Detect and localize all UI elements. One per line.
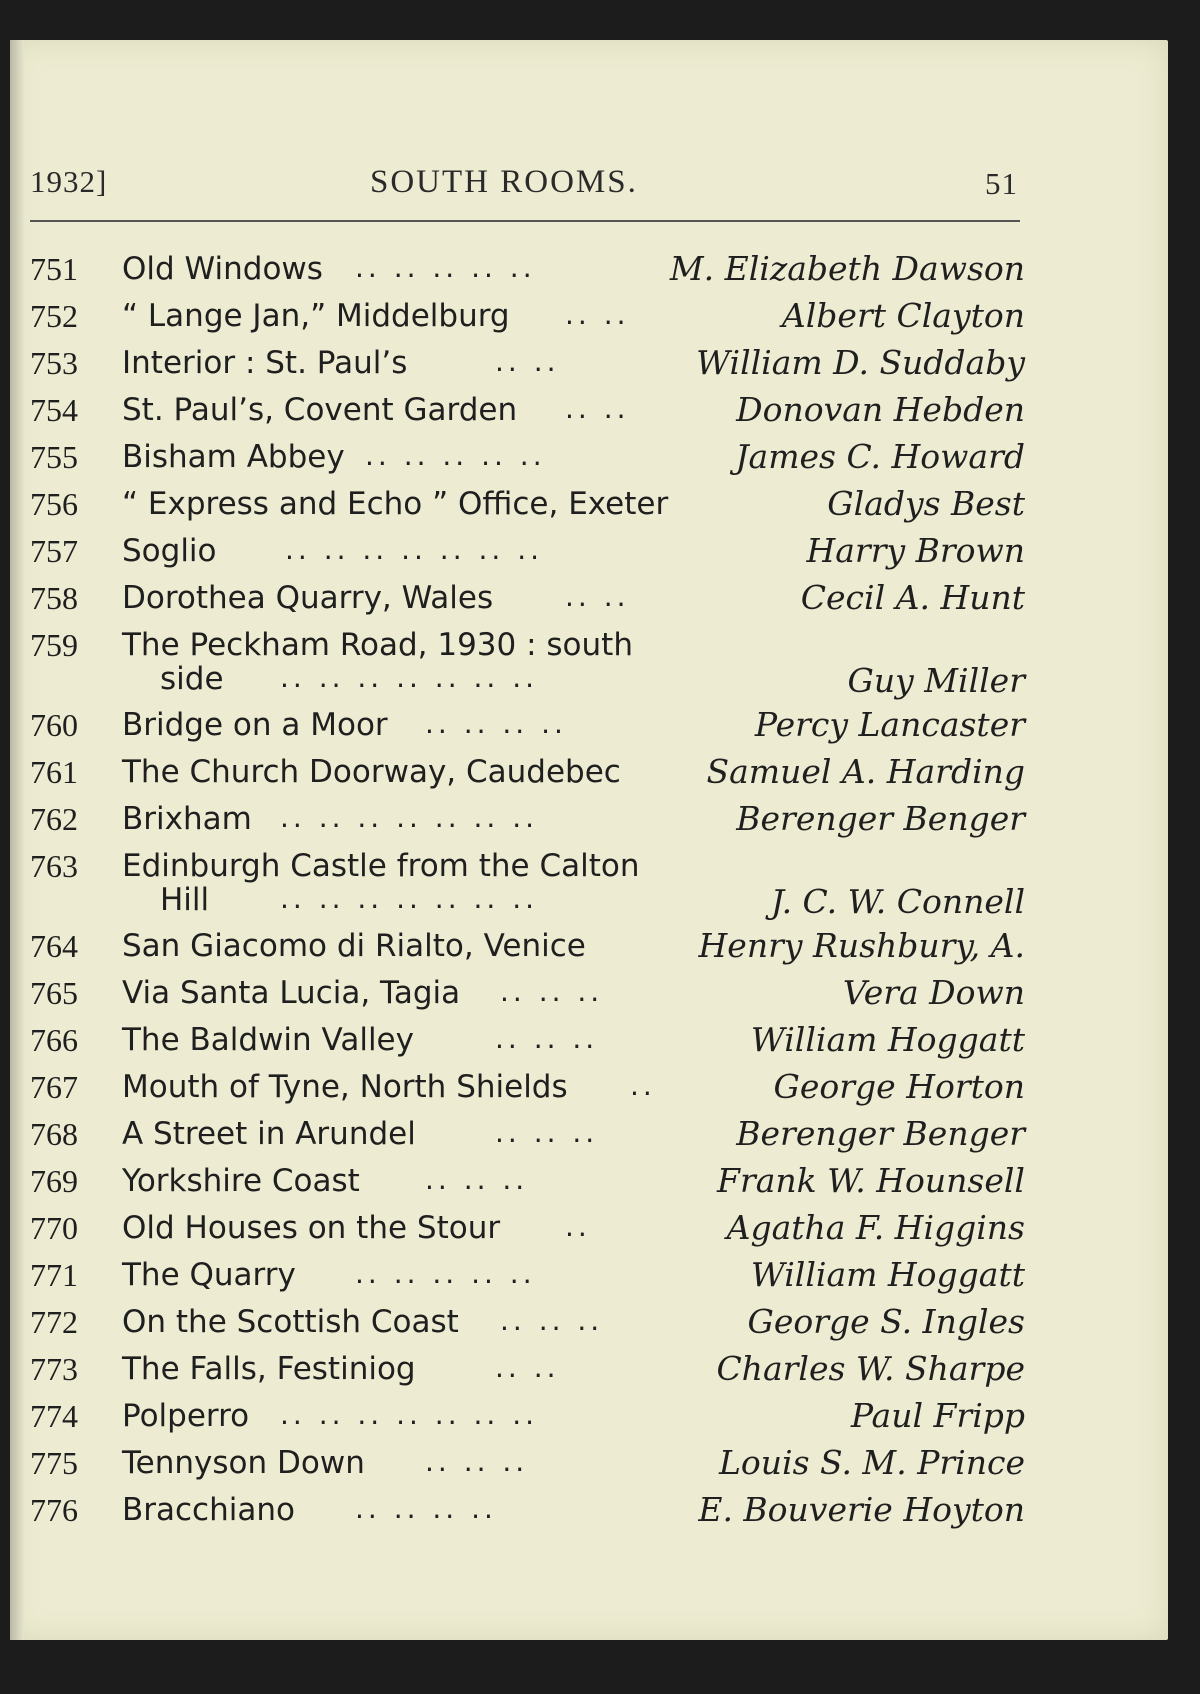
entry-number: 774 [30,1398,78,1434]
leader-dots: .. .. .. .. .. .. .. [285,533,544,566]
entry-number: 759 [30,627,78,663]
entry-title: Edinburgh Castle from the Calton [122,848,640,884]
entry-title: Mouth of Tyne, North Shields [122,1069,568,1105]
entry-title: St. Paul’s, Covent Garden [122,392,518,428]
entry-artist: E. Bouverie Hoyton [698,1490,1025,1529]
entry-title: The Peckham Road, 1930 : south [122,627,633,663]
entry-artist: George S. Ingles [747,1302,1025,1341]
entry-number: 765 [30,975,78,1011]
entry-title: Bracchiano [122,1492,295,1528]
entry-title: The Quarry [122,1257,296,1293]
entry-number: 763 [30,848,78,884]
leader-dots: .. .. .. .. .. [365,439,546,472]
entry-title: The Baldwin Valley [122,1022,414,1058]
entry-title: Old Windows [122,251,323,287]
entry-number: 772 [30,1304,78,1340]
catalogue-entry [30,621,1025,701]
catalogue-entry [30,1110,1025,1157]
entry-title: Yorkshire Coast [122,1163,360,1199]
leader-dots: .. .. [565,298,630,331]
entry-number: 753 [30,345,78,381]
entry-artist: Gladys Best [827,484,1025,523]
entry-number: 752 [30,298,78,334]
catalogue-entry [30,433,1025,480]
entry-title: Interior : St. Paul’s [122,345,408,381]
entry-number: 775 [30,1445,78,1481]
entry-artist: William Hoggatt [750,1255,1025,1294]
catalogue-entry [30,480,1025,527]
entry-number: 769 [30,1163,78,1199]
catalogue-entry [30,1486,1025,1533]
entry-title: Via Santa Lucia, Tagia [122,975,461,1011]
entry-artist: M. Elizabeth Dawson [669,249,1025,288]
entry-artist: Guy Miller [847,661,1025,700]
entry-title: The Falls, Festiniog [122,1351,416,1387]
entry-title: Bisham Abbey [122,439,345,475]
leader-dots: .. [630,1069,656,1102]
entry-title-continuation: side [160,661,224,697]
catalogue-entry [30,1204,1025,1251]
entry-artist: Samuel A. Harding [706,752,1025,791]
leader-dots: .. .. .. [500,1304,604,1337]
catalogue-entry [30,1439,1025,1486]
page-header [20,128,1020,201]
leader-dots: .. .. .. .. .. .. .. [280,1398,539,1431]
entry-artist: Percy Lancaster [754,705,1025,744]
entry-artist: Berenger Benger [736,799,1025,838]
entry-number: 758 [30,580,78,616]
entry-title: A Street in Arundel [122,1116,416,1152]
entry-artist: Harry Brown [806,531,1025,570]
entry-title: Bridge on a Moor [122,707,388,743]
entry-artist: Charles W. Sharpe [716,1349,1025,1388]
entry-title: Dorothea Quarry, Wales [122,580,494,616]
entry-number: 771 [30,1257,78,1293]
entries-list [30,245,1025,1533]
entry-artist: Frank W. Hounsell [717,1161,1025,1200]
leader-dots: .. .. .. [495,1022,599,1055]
entry-title: Polperro [122,1398,250,1434]
entry-title: Soglio [122,533,217,569]
entry-number: 776 [30,1492,78,1528]
leader-dots: .. .. [565,392,630,425]
entry-number: 761 [30,754,78,790]
entry-number: 756 [30,486,78,522]
catalogue-entry [30,748,1025,795]
entry-artist: Paul Fripp [850,1396,1025,1435]
catalogue-entry [30,1016,1025,1063]
entry-title: San Giacomo di Rialto, Venice [122,928,586,964]
entry-number: 757 [30,533,78,569]
page-number: 51 [985,166,1018,201]
entry-title: “ Express and Echo ” Office, Exeter [122,486,669,522]
entry-number: 770 [30,1210,78,1246]
entry-artist: Donovan Hebden [736,390,1025,429]
catalogue-entry [30,1392,1025,1439]
catalogue-entry [30,245,1025,292]
catalogue-entry [30,922,1025,969]
leader-dots: .. [565,1210,591,1243]
entry-number: 751 [30,251,78,287]
catalogue-entry [30,701,1025,748]
leader-dots: .. .. [565,580,630,613]
leader-dots: .. .. .. [495,1116,599,1149]
entry-artist: Albert Clayton [781,296,1025,335]
entry-title: On the Scottish Coast [122,1304,459,1340]
catalogue-entry [30,795,1025,842]
catalogue-entry [30,574,1025,621]
entry-number: 764 [30,928,78,964]
page-edge [10,40,24,1640]
entry-artist: Cecil A. Hunt [800,578,1025,617]
catalogue-entry [30,842,1025,922]
leader-dots: .. .. .. .. .. .. .. [280,661,539,694]
leader-dots: .. .. .. [425,1163,529,1196]
catalogue-entry [30,1157,1025,1204]
entry-number: 762 [30,801,78,837]
entry-number: 754 [30,392,78,428]
header-title: SOUTH ROOMS. [370,164,638,200]
header-rule [30,220,1020,222]
entry-title: “ Lange Jan,” Middelburg [122,298,510,334]
entry-artist: Vera Down [842,973,1025,1012]
entry-number: 760 [30,707,78,743]
entry-title: Brixham [122,801,252,837]
entry-artist: Henry Rushbury, A. [698,926,1025,965]
catalogue-entry [30,1345,1025,1392]
entry-title: Old Houses on the Stour [122,1210,501,1246]
entry-title: Tennyson Down [122,1445,365,1481]
leader-dots: .. .. .. .. .. [355,1257,536,1290]
leader-dots: .. .. .. [500,975,604,1008]
entry-artist: George Horton [773,1067,1025,1106]
leader-dots: .. .. .. .. .. .. .. [280,882,539,915]
catalogue-entry [30,292,1025,339]
entry-artist: William D. Suddaby [696,343,1025,382]
leader-dots: .. .. .. .. [355,1492,497,1525]
entry-title-continuation: Hill [160,882,210,918]
entry-number: 768 [30,1116,78,1152]
leader-dots: .. .. .. [425,1445,529,1478]
entry-artist: Agatha F. Higgins [726,1208,1025,1247]
catalogue-entry [30,969,1025,1016]
leader-dots: .. .. .. .. .. [355,251,536,284]
header-year: 1932] [30,164,108,199]
entry-number: 767 [30,1069,78,1105]
leader-dots: .. .. .. .. .. .. .. [280,801,539,834]
entry-artist: Berenger Benger [736,1114,1025,1153]
catalogue-entry [30,527,1025,574]
catalogue-entry [30,1251,1025,1298]
catalogue-entry [30,339,1025,386]
entry-number: 755 [30,439,78,475]
catalogue-page [10,40,1168,1640]
entry-title: The Church Doorway, Caudebec [122,754,621,790]
catalogue-entry [30,1298,1025,1345]
entry-artist: J. C. W. Connell [770,882,1025,921]
entry-artist: Louis S. M. Prince [719,1443,1025,1482]
leader-dots: .. .. [495,1351,560,1384]
entry-number: 766 [30,1022,78,1058]
entry-artist: James C. Howard [735,437,1025,476]
entry-artist: William Hoggatt [750,1020,1025,1059]
catalogue-entry [30,386,1025,433]
catalogue-entry [30,1063,1025,1110]
entry-number: 773 [30,1351,78,1387]
leader-dots: .. .. .. .. [425,707,567,740]
leader-dots: .. .. [495,345,560,378]
